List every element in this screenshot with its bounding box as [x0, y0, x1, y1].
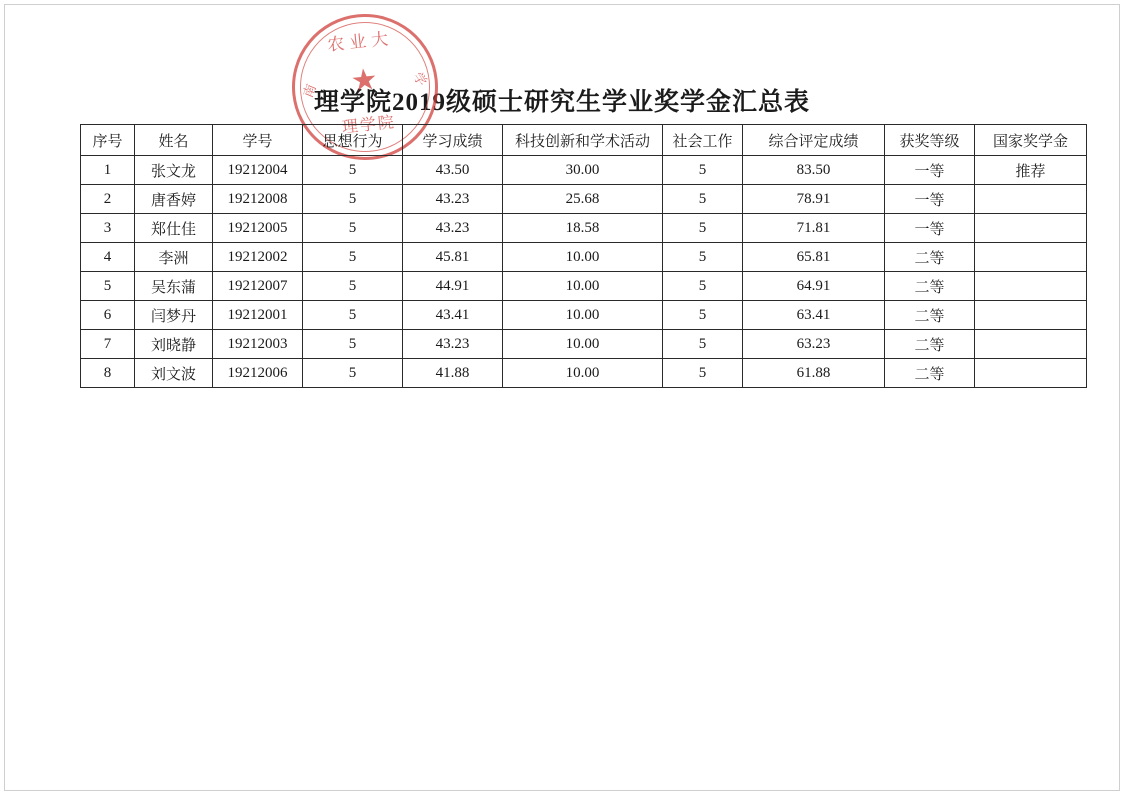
table-row	[81, 243, 1087, 272]
cell-total: 65.81	[743, 243, 885, 272]
cell-student-id: 19212005	[213, 214, 303, 243]
cell-index: 1	[81, 156, 135, 185]
cell-level: 二等	[885, 272, 975, 301]
cell-innovation: 25.68	[503, 185, 663, 214]
column-header-student-id: 学号	[213, 125, 303, 156]
cell-innovation: 10.00	[503, 272, 663, 301]
cell-index: 6	[81, 301, 135, 330]
cell-name: 郑仕佳	[135, 214, 213, 243]
cell-name: 吴东蒲	[135, 272, 213, 301]
cell-index: 8	[81, 359, 135, 388]
column-header-total: 综合评定成绩	[743, 125, 885, 156]
cell-social: 5	[663, 301, 743, 330]
cell-name: 李洲	[135, 243, 213, 272]
cell-total: 71.81	[743, 214, 885, 243]
column-header-index: 序号	[81, 125, 135, 156]
cell-student-id: 19212006	[213, 359, 303, 388]
cell-level: 一等	[885, 214, 975, 243]
cell-moral: 5	[303, 301, 403, 330]
cell-academic: 43.23	[403, 214, 503, 243]
cell-national	[975, 243, 1087, 272]
cell-student-id: 19212001	[213, 301, 303, 330]
table-row	[81, 330, 1087, 359]
table-header-row	[81, 125, 1087, 156]
cell-index: 5	[81, 272, 135, 301]
cell-social: 5	[663, 156, 743, 185]
column-header-moral: 思想行为	[303, 125, 403, 156]
cell-academic: 41.88	[403, 359, 503, 388]
cell-national	[975, 185, 1087, 214]
cell-name: 唐香婷	[135, 185, 213, 214]
cell-level: 二等	[885, 243, 975, 272]
cell-national	[975, 301, 1087, 330]
cell-social: 5	[663, 185, 743, 214]
cell-social: 5	[663, 243, 743, 272]
cell-social: 5	[663, 330, 743, 359]
cell-national	[975, 330, 1087, 359]
cell-index: 7	[81, 330, 135, 359]
table-body	[81, 156, 1087, 388]
column-header-national: 国家奖学金	[975, 125, 1087, 156]
cell-moral: 5	[303, 243, 403, 272]
cell-name: 闫梦丹	[135, 301, 213, 330]
cell-academic: 43.41	[403, 301, 503, 330]
cell-student-id: 19212007	[213, 272, 303, 301]
table-row	[81, 359, 1087, 388]
table-row	[81, 301, 1087, 330]
cell-innovation: 10.00	[503, 359, 663, 388]
cell-total: 78.91	[743, 185, 885, 214]
cell-total: 63.23	[743, 330, 885, 359]
cell-national	[975, 214, 1087, 243]
cell-level: 二等	[885, 330, 975, 359]
cell-innovation: 18.58	[503, 214, 663, 243]
cell-name: 刘晓静	[135, 330, 213, 359]
cell-student-id: 19212004	[213, 156, 303, 185]
cell-index: 3	[81, 214, 135, 243]
cell-student-id: 19212008	[213, 185, 303, 214]
cell-index: 4	[81, 243, 135, 272]
page-title: 理学院2019级硕士研究生学业奖学金汇总表	[313, 89, 810, 116]
cell-academic: 44.91	[403, 272, 503, 301]
column-header-level: 获奖等级	[885, 125, 975, 156]
column-header-name: 姓名	[135, 125, 213, 156]
cell-national	[975, 359, 1087, 388]
cell-level: 二等	[885, 301, 975, 330]
cell-level: 二等	[885, 359, 975, 388]
table-row	[81, 185, 1087, 214]
cell-academic: 43.23	[403, 185, 503, 214]
cell-student-id: 19212002	[213, 243, 303, 272]
scholarship-summary-table	[80, 124, 1087, 388]
table-row	[81, 214, 1087, 243]
cell-national	[975, 272, 1087, 301]
cell-academic: 43.50	[403, 156, 503, 185]
column-header-social: 社会工作	[663, 125, 743, 156]
column-header-innovation: 科技创新和学术活动	[503, 125, 663, 156]
cell-total: 64.91	[743, 272, 885, 301]
cell-total: 61.88	[743, 359, 885, 388]
seal-bottom-text: 理学院	[341, 114, 397, 137]
cell-index: 2	[81, 185, 135, 214]
cell-social: 5	[663, 272, 743, 301]
column-header-academic: 学习成绩	[403, 125, 503, 156]
seal-top-text: 农业大	[326, 28, 395, 55]
cell-name: 张文龙	[135, 156, 213, 185]
cell-moral: 5	[303, 359, 403, 388]
seal-left-text: 南	[300, 81, 319, 100]
cell-total: 63.41	[743, 301, 885, 330]
cell-level: 一等	[885, 185, 975, 214]
cell-level: 一等	[885, 156, 975, 185]
cell-innovation: 10.00	[503, 243, 663, 272]
cell-academic: 43.23	[403, 330, 503, 359]
cell-national: 推荐	[975, 156, 1087, 185]
star-icon: ★	[349, 63, 380, 99]
seal-right-text: 学	[410, 69, 430, 89]
cell-moral: 5	[303, 272, 403, 301]
cell-innovation: 10.00	[503, 330, 663, 359]
cell-innovation: 30.00	[503, 156, 663, 185]
cell-academic: 45.81	[403, 243, 503, 272]
cell-student-id: 19212003	[213, 330, 303, 359]
cell-moral: 5	[303, 185, 403, 214]
cell-innovation: 10.00	[503, 301, 663, 330]
cell-moral: 5	[303, 214, 403, 243]
cell-social: 5	[663, 214, 743, 243]
scholarship-table-container	[80, 124, 1068, 388]
table-row	[81, 272, 1087, 301]
cell-moral: 5	[303, 156, 403, 185]
table-header	[81, 125, 1087, 156]
cell-name: 刘文波	[135, 359, 213, 388]
cell-moral: 5	[303, 330, 403, 359]
table-row	[81, 156, 1087, 185]
cell-social: 5	[663, 359, 743, 388]
cell-total: 83.50	[743, 156, 885, 185]
